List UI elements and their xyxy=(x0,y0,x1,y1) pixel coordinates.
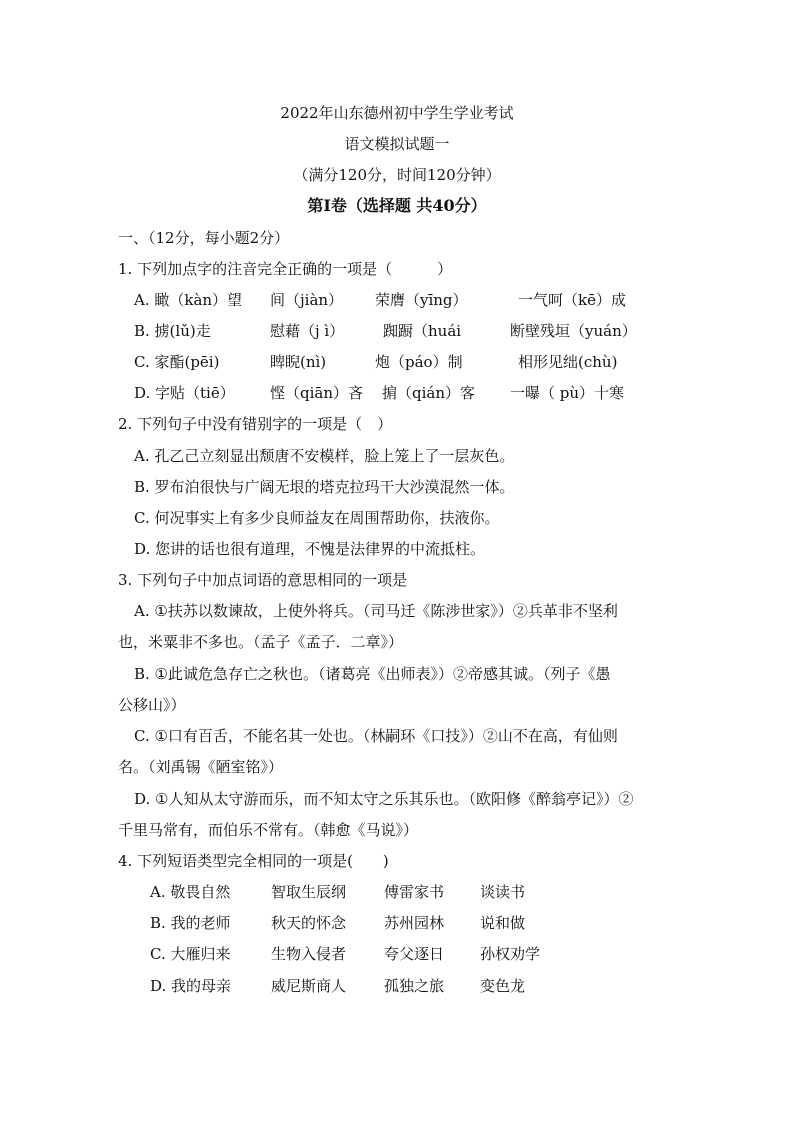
q3-option-a-line1: A. ①扶苏以数谏故，上使外将兵。（司马迁《陈涉世家》）②兵革非不坚利 xyxy=(134,602,618,620)
question-4-stem: 4. 下列短语类型完全相同的一项是( ) xyxy=(118,852,389,870)
q2-option-a: A. 孔乙己立刻显出颓唐不安模样，脸上笼上了一层灰色。 xyxy=(134,447,515,465)
q2-option-b: B. 罗布泊很快与广阔无垠的塔克拉玛干大沙漠混然一体。 xyxy=(134,478,515,496)
q4-d-3: 孤独之旅 xyxy=(384,977,445,995)
q4-a-3: 傅雷家书 xyxy=(384,883,445,901)
q4-a-2: 智取生辰纲 xyxy=(271,883,347,901)
q1-a-2: 间（jiàn） xyxy=(270,291,344,309)
q1-d-2: 悭（qiān）吝 xyxy=(270,384,364,402)
q1-c-3: 炮（páo）制 xyxy=(375,353,463,371)
exam-subtitle: 语文模拟试题一 xyxy=(344,135,450,153)
q3-option-d-line2: 千里马常有，而伯乐不常有。（韩愈《马说》） xyxy=(118,821,419,839)
q4-b-1: B. 我的老师 xyxy=(150,914,231,932)
q4-d-4: 变色龙 xyxy=(480,977,526,995)
q1-c-2: 睥睨(nì) xyxy=(270,353,327,371)
exam-meta: （满分120分，时间120分钟） xyxy=(293,166,501,184)
q1-c-1: C. 家酯(pēi) xyxy=(134,353,220,371)
q3-option-c-line2: 名。（刘禹锡《陋室铭》） xyxy=(118,758,284,776)
q4-b-2: 秋天的怀念 xyxy=(271,914,347,932)
q3-option-b-line1: B. ①此诚危急存亡之秋也。（诸葛亮《出师表》）②帝感其诚。（列子《愚 xyxy=(134,665,611,683)
question-1-stem: 1. 下列加点字的注音完全正确的一项是（ ） xyxy=(118,260,453,278)
q1-d-4: 一曝（ pù）十寒 xyxy=(510,384,625,402)
q4-d-1: D. 我的母亲 xyxy=(150,977,232,995)
q3-option-b-line2: 公移山》） xyxy=(118,696,186,714)
q1-b-4: 断壁残垣（yuán） xyxy=(510,322,637,340)
section-heading: 第Ⅰ卷（选择题 共40分） xyxy=(307,196,487,215)
q2-option-c: C. 何况事实上有多少良师益友在周围帮助你，扶液你。 xyxy=(134,509,500,527)
q4-c-4: 孙权劝学 xyxy=(480,945,541,963)
q1-b-2: 慰藉（j ì） xyxy=(270,322,345,340)
q2-option-d: D. 您讲的话也很有道理，不愧是法律界的中流抵柱。 xyxy=(134,540,486,558)
q1-d-1: D. 字贴（tiē） xyxy=(134,384,235,402)
q1-b-3: 踟蹰（huái xyxy=(383,322,462,340)
q1-b-1: B. 掳(lǔ)走 xyxy=(134,322,211,340)
q4-d-2: 威尼斯商人 xyxy=(271,977,347,995)
q1-a-1: A. 瞰（kàn）望 xyxy=(134,291,243,309)
part-heading: 一、（12分，每小题2分） xyxy=(118,229,290,247)
question-3-stem: 3. 下列句子中加点词语的意思相同的一项是 xyxy=(118,571,408,589)
question-2-stem: 2. 下列句子中没有错别字的一项是（ ） xyxy=(118,415,393,433)
q3-option-c-line1: C. ①口有百舌，不能名其一处也。（林嗣环《口技》）②山不在高，有仙则 xyxy=(134,727,618,745)
q1-a-3: 荣膺（yīng） xyxy=(375,291,468,309)
q4-a-4: 谈读书 xyxy=(480,883,526,901)
q1-a-4: 一气呵（kē）成 xyxy=(518,291,626,309)
q1-c-4: 相形见绌(chù) xyxy=(518,353,618,371)
q4-b-3: 苏州园林 xyxy=(384,914,445,932)
q4-c-1: C. 大雁归来 xyxy=(150,945,231,963)
q3-option-d-line1: D. ①人知从太守游而乐，而不知太守之乐其乐也。（欧阳修《醉翁亭记》）② xyxy=(134,790,634,808)
q4-c-3: 夸父逐日 xyxy=(384,945,445,963)
q4-b-4: 说和做 xyxy=(480,914,526,932)
exam-title: 2022年山东德州初中学生学业考试 xyxy=(280,104,514,122)
q1-d-3: 掮（qián）客 xyxy=(382,384,476,402)
q3-option-a-line2: 也，米粟非不多也。（孟子《孟子．二章》） xyxy=(118,633,404,651)
q4-a-1: A. 敬畏自然 xyxy=(150,883,231,901)
q4-c-2: 生物入侵者 xyxy=(271,945,347,963)
